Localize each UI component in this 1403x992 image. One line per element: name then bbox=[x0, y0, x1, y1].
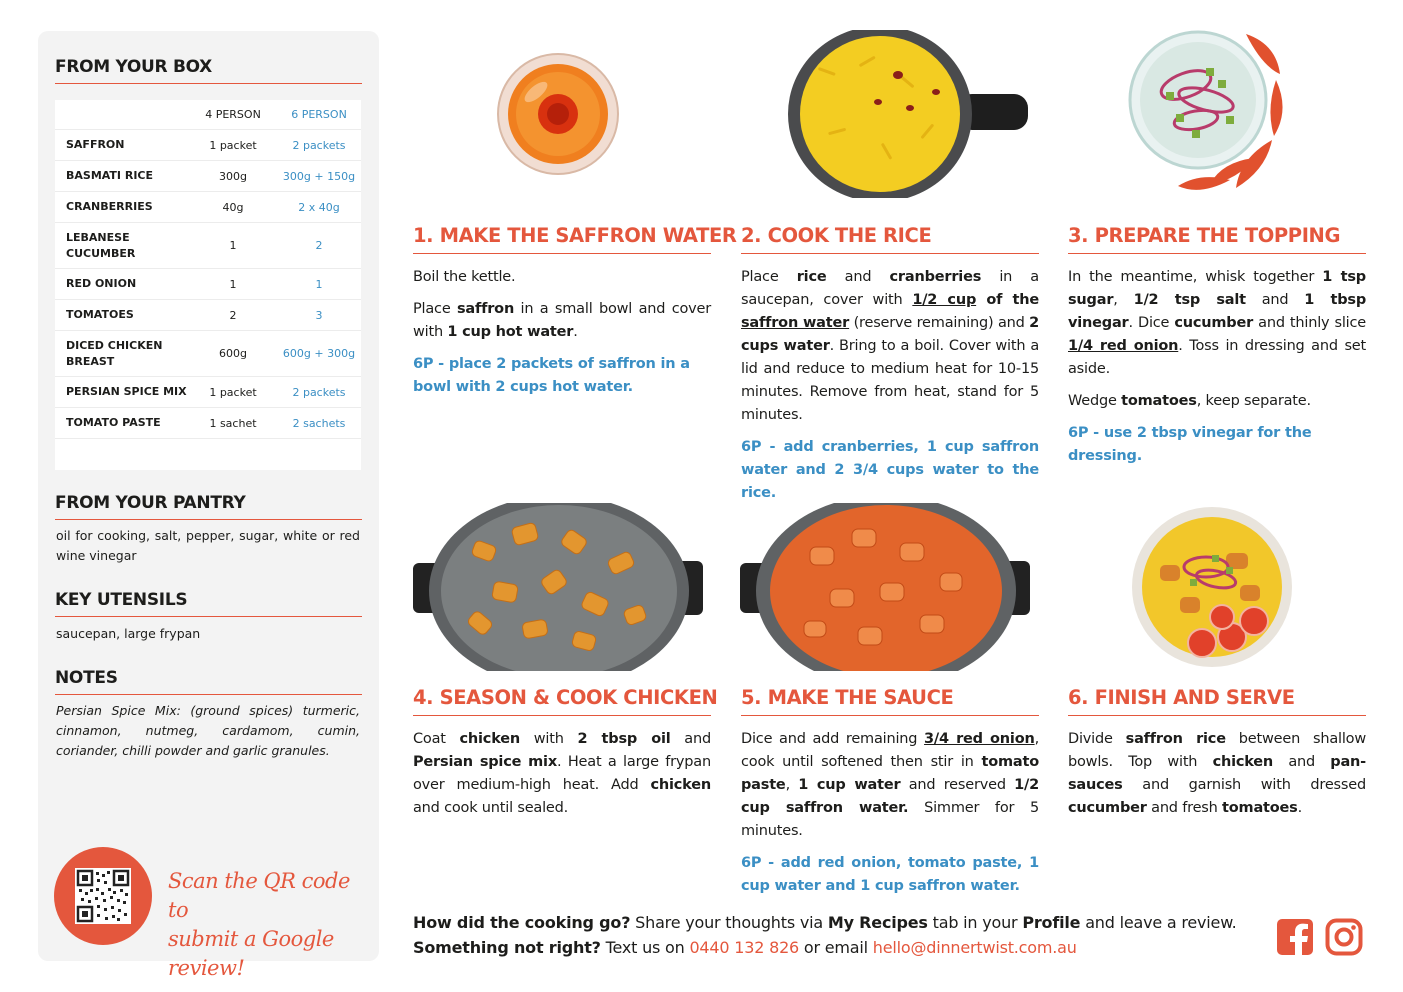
qr-caption-line2: submit a Google review! bbox=[168, 927, 334, 980]
notes-heading: NOTES bbox=[55, 668, 362, 695]
phone-link[interactable]: 0440 132 826 bbox=[689, 938, 800, 957]
qty-6p: 600g + 300g bbox=[282, 347, 356, 360]
table-row bbox=[55, 300, 361, 331]
rice-pot-photo bbox=[788, 30, 1030, 198]
qty-6p: 2 sachets bbox=[292, 416, 346, 430]
qty-4p: 1 packet bbox=[209, 385, 257, 399]
qty-4p: 1 packet bbox=[209, 138, 257, 152]
instagram-icon[interactable] bbox=[1325, 918, 1363, 956]
feedback-line: How did the cooking go? Share your thoughts via My Recipes tab in your Profile and leave a review. bbox=[413, 913, 1237, 932]
table-header-row bbox=[55, 100, 361, 130]
step-3-text: In the meantime, whisk together 1 tsp sugar, 1/2 tsp salt and 1 tbsp vinegar. Dice cucumber and thinly slice 1/4 red onion. Toss in dressing and set aside. bbox=[1068, 269, 1367, 377]
step-2-text: Place rice and cranberries in a saucepan, cover with 1/2 cup of the saffron water (reserve remaining) and 2 cups water. Bring to a boil. Cover with a lid and reduce to medium heat for 10-15 minutes. Remove from heat, stand for 5 minutes. bbox=[741, 269, 1040, 423]
facebook-icon[interactable] bbox=[1276, 918, 1314, 956]
step-4-text: Coat chicken with 2 tbsp oil and Persian spice mix. Heat a large frypan over medium-high heat. Add chicken and cook until sealed. bbox=[413, 731, 711, 816]
qty-6p: 2 packets bbox=[292, 138, 346, 152]
table-header-6p: 6 PERSON bbox=[291, 108, 347, 121]
qty-4p: 1 bbox=[229, 277, 237, 291]
qty-4p: 40g bbox=[222, 200, 244, 214]
step-1-text: Boil the kettle. bbox=[413, 269, 516, 285]
key-utensils-heading: KEY UTENSILS bbox=[55, 590, 362, 617]
qty-6p: 1 bbox=[315, 277, 323, 291]
step-2-six-person-note: 6P - add cranberries, 1 cup saffron water and 2 3/4 cups water to the rice. bbox=[741, 439, 1039, 501]
step-1-text: Place saffron in a small bowl and cover with 1 cup hot water. bbox=[413, 301, 711, 340]
step-5 bbox=[741, 686, 1039, 907]
step-6-text: Divide saffron rice between shallow bowls. Top with chicken and pan-sauces and garnish with dressed cucumber and fresh tomatoes. bbox=[1068, 731, 1367, 816]
step-2-body bbox=[741, 266, 1039, 505]
ingredient-name: LEBANESE CUCUMBER bbox=[66, 230, 136, 260]
qty-6p: 2 bbox=[315, 239, 323, 252]
step-5-title: 5. MAKE THE SAUCE bbox=[741, 686, 1039, 716]
table-row bbox=[55, 269, 361, 300]
pantry-text: oil for cooking, salt, pepper, sugar, white or red wine vinegar bbox=[56, 528, 360, 563]
step-1-body bbox=[413, 266, 711, 399]
notes-text: Persian Spice Mix: (ground spices) turmeric, cinnamon, nutmeg, cardamom, cumin, coriander, chilli powder and garlic granules. bbox=[56, 703, 360, 758]
step-3-six-person-note: 6P - use 2 tbsp vinegar for the dressing. bbox=[1068, 425, 1312, 464]
feedback-footer bbox=[413, 910, 1263, 960]
from-your-box-heading: FROM YOUR BOX bbox=[55, 57, 362, 84]
chicken-frypan-photo bbox=[413, 503, 703, 671]
ingredient-name: SAFFRON bbox=[66, 138, 125, 151]
table-row bbox=[55, 408, 361, 439]
qr-code-badge[interactable] bbox=[54, 847, 152, 945]
qr-caption bbox=[168, 867, 368, 983]
qty-4p: 600g bbox=[219, 347, 247, 360]
step-3-title: 3. PREPARE THE TOPPING bbox=[1068, 224, 1366, 254]
step-2 bbox=[741, 224, 1039, 514]
step-4-title: 4. SEASON & COOK CHICKEN bbox=[413, 686, 711, 716]
step-6-title: 6. FINISH AND SERVE bbox=[1068, 686, 1366, 716]
step-5-six-person-note: 6P - add red onion, tomato paste, 1 cup water and 1 cup saffron water. bbox=[741, 855, 1039, 894]
qty-4p: 300g bbox=[219, 169, 247, 183]
step-3 bbox=[1068, 224, 1366, 477]
ingredients-table bbox=[55, 100, 361, 470]
table-row bbox=[55, 192, 361, 223]
qty-4p: 1 sachet bbox=[209, 416, 257, 430]
table-row bbox=[55, 130, 361, 161]
saffron-water-photo bbox=[496, 52, 620, 176]
ingredient-name: TOMATO PASTE bbox=[66, 416, 161, 429]
step-4 bbox=[413, 686, 718, 829]
table-row bbox=[55, 223, 361, 269]
qty-4p: 2 bbox=[229, 308, 237, 322]
qty-6p: 2 packets bbox=[292, 385, 346, 399]
email-link[interactable]: hello@dinnertwist.com.au bbox=[872, 938, 1077, 957]
step-2-title: 2. COOK THE RICE bbox=[741, 224, 1039, 254]
utensils-text: saucepan, large frypan bbox=[56, 626, 201, 641]
qty-6p: 2 x 40g bbox=[298, 200, 340, 214]
from-your-pantry-heading: FROM YOUR PANTRY bbox=[55, 493, 362, 520]
topping-photo bbox=[1126, 30, 1298, 198]
table-header-4p: 4 PERSON bbox=[205, 108, 261, 121]
qty-6p: 3 bbox=[315, 308, 323, 322]
step-1-six-person-note: 6P - place 2 packets of saffron in a bowl with 2 cups hot water. bbox=[413, 356, 690, 395]
support-line: Something not right? Text us on 0440 132 826 or email hello@dinnertwist.com.au bbox=[413, 938, 1077, 957]
ingredient-name: CRANBERRIES bbox=[66, 200, 153, 213]
ingredient-name: TOMATOES bbox=[66, 308, 134, 321]
step-6-body bbox=[1068, 728, 1366, 820]
qr-caption-line1: Scan the QR code to bbox=[168, 869, 350, 922]
ingredients-panel bbox=[38, 31, 379, 980]
step-3-text: Wedge tomatoes, keep separate. bbox=[1068, 393, 1311, 409]
step-5-text: Dice and add remaining 3/4 red onion, cook until softened then stir in tomato paste, 1 cup water and reserved 1/2 cup saffron water. Simmer for 5 minutes. bbox=[741, 731, 1040, 839]
serve-bowl-photo bbox=[1130, 505, 1294, 669]
sauce-frypan-photo bbox=[740, 503, 1030, 671]
ingredient-name: RED ONION bbox=[66, 277, 137, 290]
step-1 bbox=[413, 224, 737, 408]
qty-4p: 1 bbox=[229, 239, 237, 252]
step-6 bbox=[1068, 686, 1366, 829]
ingredient-name: PERSIAN SPICE MIX bbox=[66, 385, 187, 398]
step-4-body bbox=[413, 728, 711, 820]
qty-6p: 300g + 150g bbox=[282, 169, 356, 183]
step-5-body bbox=[741, 728, 1039, 898]
ingredient-name: DICED CHICKEN BREAST bbox=[66, 338, 163, 368]
table-row bbox=[55, 331, 361, 377]
table-row bbox=[55, 377, 361, 408]
step-1-title: 1. MAKE THE SAFFRON WATER bbox=[413, 224, 711, 254]
qr-code-icon[interactable] bbox=[75, 868, 131, 924]
step-3-body bbox=[1068, 266, 1366, 468]
table-row bbox=[55, 161, 361, 192]
ingredient-name: BASMATI RICE bbox=[66, 169, 154, 182]
